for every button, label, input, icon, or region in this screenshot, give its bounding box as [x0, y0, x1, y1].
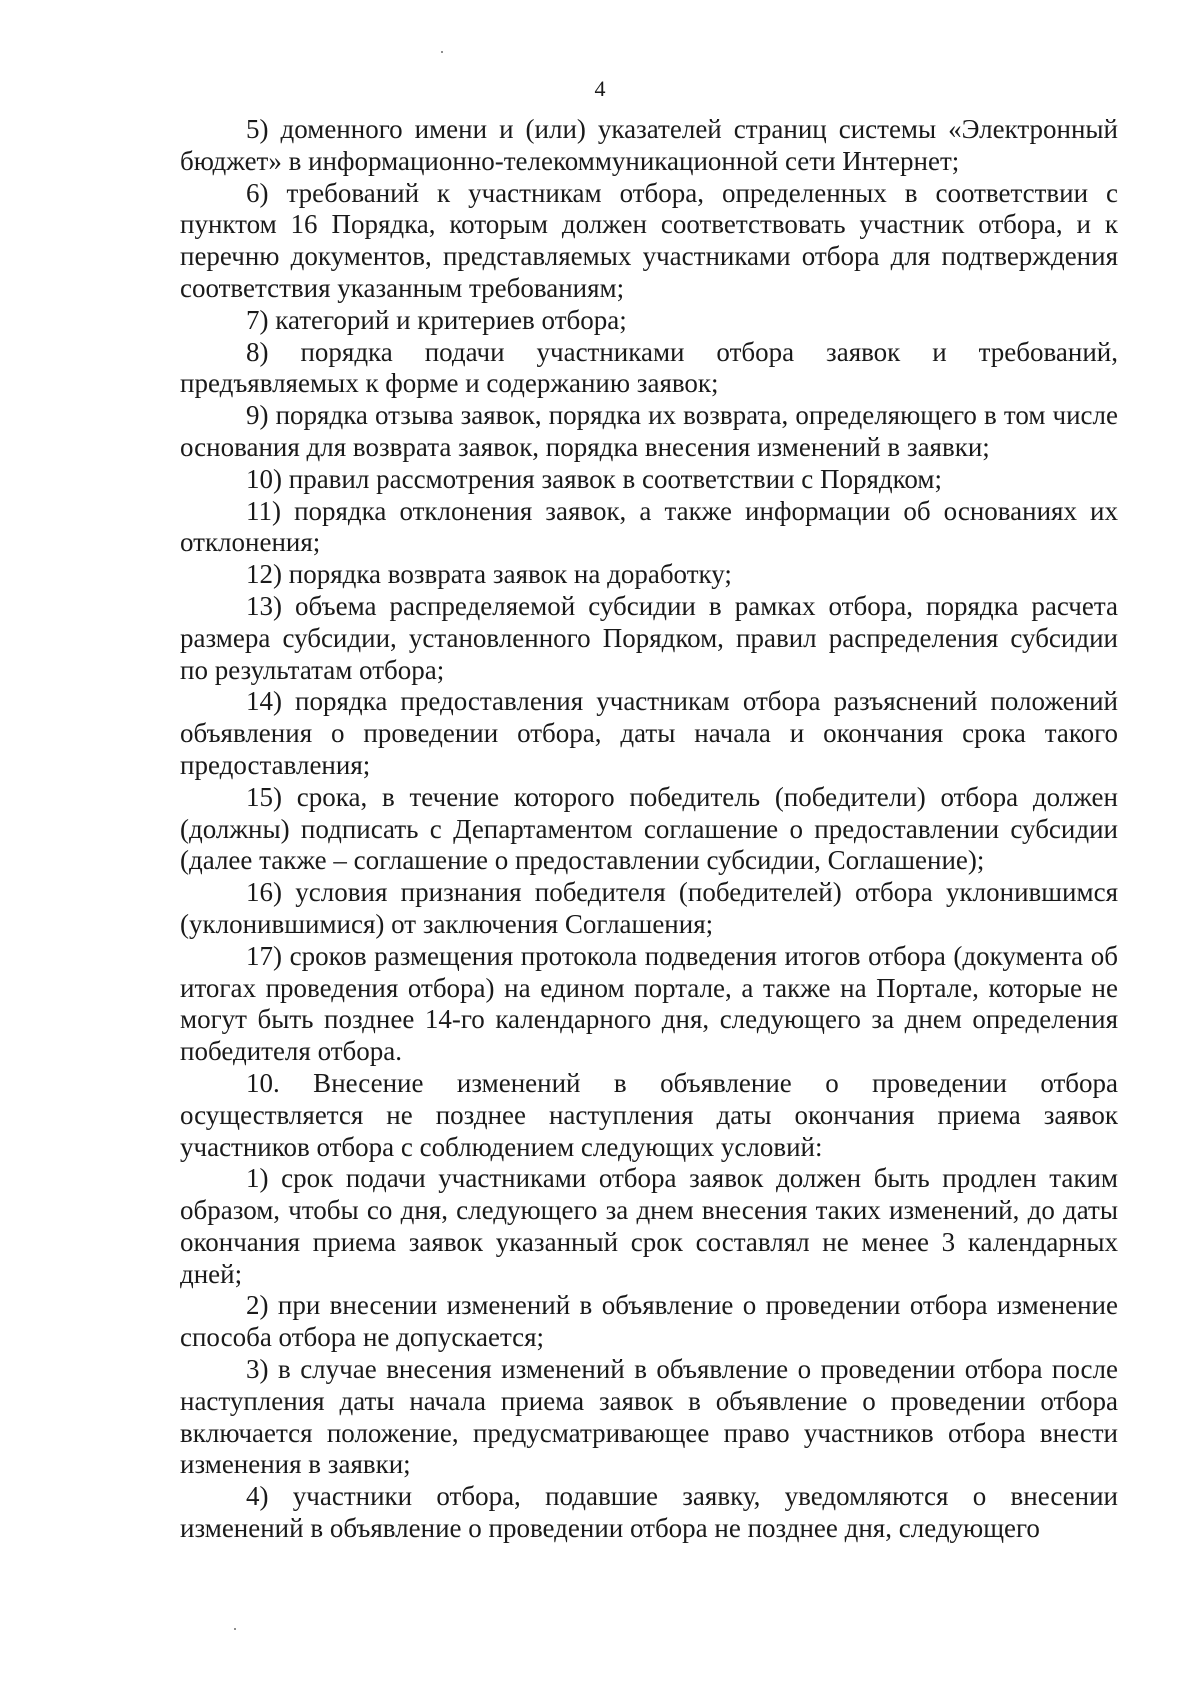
paragraph: 7) категорий и критериев отбора;: [246, 304, 627, 335]
paragraph: 17) сроков размещения протокола подведения итогов отбора (документа об итогах проведения отбора) на едином портале, а также на Портале, которые не могут быть позднее 14-го календарного дня, следующего за днем определения победителя отбора.: [180, 940, 1118, 1067]
paragraph: 16) условия признания победителя (победителей) отбора уклонившимся (уклонившимися) от заключения Соглашения;: [180, 877, 1118, 939]
paragraph: 10. Внесение изменений в объявление о проведении отбора осуществляется не позднее наступления даты окончания приема заявок участников отбора с соблюдением следующих условий:: [180, 1067, 1118, 1162]
paragraph: 10) правил рассмотрения заявок в соответствии с Порядком;: [246, 463, 942, 494]
paragraph: 1) срок подачи участниками отбора заявок должен быть продлен таким образом, чтобы со дня, следующего за днем внесения таких изменений, до даты окончания приема заявок указанный срок составлял не менее 3 календарных дней;: [180, 1163, 1118, 1289]
paragraph: 8) порядка подачи участниками отбора заявок и требований, предъявляемых к форме и содержанию заявок;: [180, 336, 1118, 399]
page-number: 4: [594, 76, 606, 101]
paragraph: 4) участники отбора, подавшие заявку, уведомляются о внесении изменений в объявление о проведении отбора не позднее дня, следующего: [180, 1481, 1118, 1544]
paragraph: 5) доменного имени и (или) указателей страниц системы «Электронный бюджет» в информационно-телекоммуникационной сети Интернет;: [180, 114, 1118, 176]
paragraph: 11) порядка отклонения заявок, а также информации об основаниях их отклонения;: [180, 495, 1118, 558]
paragraph: 3) в случае внесения изменений в объявление о проведении отбора после наступления даты начала приема заявок в объявление о проведении отбора включается положение, предусматривающее право участников отбора внести изменения в заявки;: [180, 1354, 1118, 1480]
paragraph: 13) объема распределяемой субсидии в рамках отбора, порядка расчета размера субсидии, установленного Порядком, правил распределения субсидии по результатам отбора;: [180, 590, 1118, 685]
paragraph: 9) порядка отзыва заявок, порядка их возврата, определяющего в том числе основания для возврата заявок, порядка внесения изменений в заявки;: [180, 400, 1118, 462]
scan-speck: [441, 51, 443, 53]
scan-speck: [234, 1628, 236, 1630]
paragraph: 12) порядка возврата заявок на доработку;: [246, 559, 732, 590]
paragraph: 6) требований к участникам отбора, определенных в соответствии с пунктом 16 Порядка, которым должен соответствовать участник отбора, и к перечню документов, представляемых участниками отбора для подтверждения соответствия указанным требованиям;: [180, 177, 1118, 303]
paragraph: 14) порядка предоставления участникам отбора разъяснений положений объявления о проведении отбора, даты начала и окончания срока такого предоставления;: [180, 686, 1118, 780]
paragraph: 15) срока, в течение которого победитель (победители) отбора должен (должны) подписать с Департаментом соглашение о предоставлении субсидии (далее также – соглашение о предоставлении субсидии, Соглашение);: [180, 781, 1118, 876]
paragraph: 2) при внесении изменений в объявление о проведении отбора изменение способа отбора не допускается;: [180, 1290, 1118, 1353]
document-body: [180, 114, 1118, 1545]
